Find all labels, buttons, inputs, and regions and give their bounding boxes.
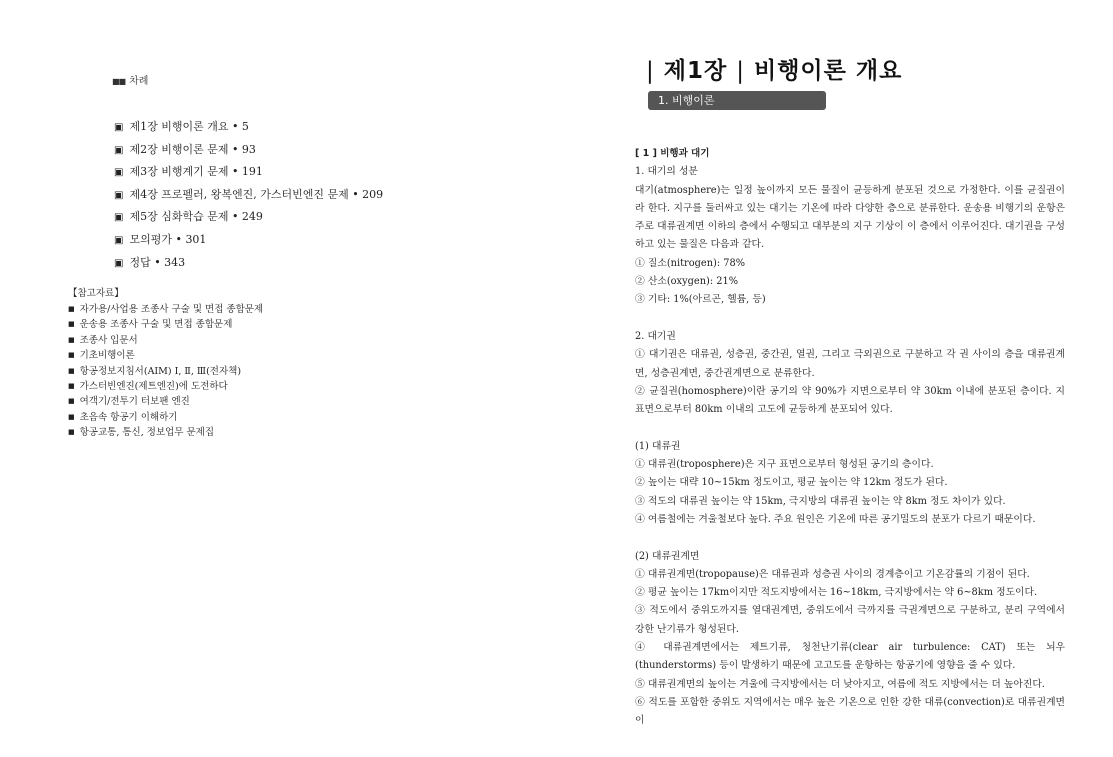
body-paragraph: ② 평균 높이는 17km이지만 적도지방에서는 16~18km, 극지방에서는 약 6~8km 정도이다.	[635, 587, 1038, 599]
checkbox-square-icon: ▣	[114, 257, 124, 269]
body-paragraph: (2) 대류권계면	[635, 550, 700, 562]
bullet-square-icon: ■	[68, 351, 75, 360]
body-paragraph: ① 대류권(troposphere)은 지구 표면으로부터 형성된 공기의 층이다.	[635, 459, 934, 471]
toc-item	[114, 252, 383, 275]
reference-item	[68, 317, 263, 332]
toc-item-label: 제1장 비행이론 개요 • 5	[129, 120, 249, 133]
chapter-bar-right: |	[736, 58, 745, 84]
toc-item-label: 제4장 프로펠러, 왕복엔진, 가스터빈엔진 문제 • 209	[129, 187, 384, 201]
bullet-square-icon: ■	[68, 320, 75, 329]
body-content	[635, 145, 1065, 731]
toc-item	[114, 206, 383, 229]
reference-item	[68, 410, 263, 425]
toc-item-label: 제3장 비행계기 문제 • 191	[129, 165, 263, 179]
section-heading: [ 1 ] 비행과 대기	[635, 148, 710, 159]
toc-header-icon: ■■	[112, 77, 126, 86]
body-paragraph: ⑤ 대류권계면의 높이는 겨울에 극지방에서는 더 낮아지고, 여름에 적도 지방에서는 더 높아진다.	[635, 678, 1045, 690]
reference-item-label: 초음속 항공기 이해하기	[79, 411, 178, 423]
reference-item	[68, 425, 263, 440]
reference-item-label: 가스터빈엔진(제트엔진)에 도전하다	[79, 381, 228, 393]
bullet-square-icon: ■	[68, 305, 75, 313]
body-paragraph: ① 대기권은 대류권, 성층권, 중간권, 열권, 그리고 극외권으로 구분하고 각 권 사이의 층을 대류권계면, 성층권계면, 중간권계면으로 분류한다.	[635, 349, 1065, 379]
paragraph-gap	[635, 419, 1065, 437]
body-paragraph: 1. 대기의 성분	[635, 166, 698, 178]
body-paragraph: ③ 기타: 1%(아르곤, 헬륨, 등)	[635, 294, 766, 306]
toc-item-label: 정답 • 343	[129, 255, 186, 269]
body-paragraph: ① 질소(nitrogen): 78%	[635, 257, 746, 269]
reference-item-label: 운송용 조종사 구술 및 면접 종합문제	[79, 319, 233, 331]
reference-item-label: 항공정보지침서(AIM) Ⅰ, Ⅱ, Ⅲ(전자책)	[79, 365, 242, 377]
body-paragraph: ④ 여름철에는 겨울철보다 높다. 주요 원인은 기온에 따른 공기밀도의 분포가 다르기 때문이다.	[635, 513, 1036, 525]
bullet-square-icon: ■	[68, 335, 75, 344]
toc-item-label: 모의평가 • 301	[129, 232, 207, 246]
body-paragraph: ③ 적도의 대류권 높이는 약 15km, 극지방의 대류권 높이는 약 8km 정도 차이가 있다.	[635, 495, 1006, 507]
paragraph-gap	[635, 310, 1065, 328]
toc-item	[114, 116, 383, 139]
toc-item	[114, 184, 383, 207]
checkbox-square-icon: ▣	[114, 189, 124, 201]
body-paragraph: 2. 대기권	[635, 330, 676, 342]
paragraph-gap	[635, 529, 1065, 547]
toc-item	[114, 229, 383, 252]
toc-item-label: 제5장 심화학습 문제 • 249	[129, 210, 263, 224]
toc-header-label: 차례	[129, 76, 149, 87]
bullet-square-icon: ■	[68, 382, 75, 391]
bullet-square-icon: ■	[68, 366, 75, 375]
reference-item-label: 자가용/사업용 조종사 구술 및 면접 종합문제	[79, 304, 264, 315]
body-paragraph: ⑥ 적도를 포함한 중위도 지역에서는 매우 높은 기온으로 인한 강한 대류(convection)로 대류권계면이	[635, 696, 1065, 727]
reference-list	[68, 302, 263, 441]
reference-item-label: 조종사 입문서	[79, 334, 138, 346]
checkbox-square-icon: ▣	[114, 234, 124, 246]
bullet-square-icon: ■	[68, 412, 75, 421]
body-paragraph: 대기(atmosphere)는 일정 높이까지 모든 물질이 균등하게 분포된 것으로 가정한다. 이를 균질권이라 한다. 지구를 둘러싸고 있는 대기는 기온에 따라 다양한 층으로 분류한다. 운송용 비행기의 운항은 주로 대류권계면 이하의 층에서 수행되고 대부분의 지구 기상이 이 층에서 이루어진다. 대기권을 구성하고 있는 물질은 다음과 같다.	[635, 184, 1065, 251]
right-page	[556, 0, 1113, 757]
reference-item	[68, 394, 263, 409]
checkbox-square-icon: ▣	[114, 167, 124, 179]
body-paragraph: ② 균질권(homosphere)이란 공기의 약 90%가 지면으로부터 약 30km 이내에 분포된 층이다. 지표면으로부터 80km 이내의 고도에 균등하게 분포되어 있다.	[635, 385, 1065, 416]
reference-title: 【참고자료】	[68, 288, 124, 299]
body-paragraph: (1) 대류권	[635, 440, 681, 452]
reference-item	[68, 333, 263, 348]
bullet-square-icon: ■	[68, 397, 75, 406]
toc-item	[114, 161, 383, 184]
body-paragraph: ④ 대류권계면에서는 제트기류, 청천난기류(clear air turbulence: CAT) 또는 뇌우(thunderstorms) 등이 발생하기 때문에 고고도를 운항하는 항공기에 영향을 줄 수 있다.	[635, 642, 1065, 672]
reference-item-label: 항공교통, 통신, 정보업무 문제집	[79, 427, 215, 439]
reference-item-label: 여객기/전투기 터보팬 엔진	[79, 396, 190, 408]
reference-item	[68, 379, 263, 394]
checkbox-square-icon: ▣	[114, 212, 124, 224]
reference-section	[68, 286, 263, 441]
chapter-bar-left: |	[646, 58, 655, 84]
reference-item	[68, 302, 263, 317]
body-paragraph: ① 대류권계면(tropopause)은 대류권과 성층권 사이의 경계층이고 기온감률의 기점이 된다.	[635, 568, 1030, 580]
left-page	[0, 0, 556, 757]
checkbox-square-icon: ▣	[114, 144, 124, 156]
section-label: 1. 비행이론	[648, 91, 826, 110]
body-paragraph: ③ 적도에서 중위도까지를 열대권계면, 중위도에서 극까지를 극권계면으로 구분하고, 분리 구역에서 강한 난기류가 형성된다.	[635, 605, 1065, 635]
checkbox-square-icon: ▣	[114, 122, 124, 133]
reference-item	[68, 364, 263, 379]
chapter-title	[646, 52, 902, 85]
body-paragraph: ② 높이는 대략 10~15km 정도이고, 평균 높이는 약 12km 정도가 된다.	[635, 477, 948, 489]
chapter-number: 제1장	[663, 58, 728, 84]
toc-list	[114, 116, 383, 274]
body-paragraph: ② 산소(oxygen): 21%	[635, 276, 739, 288]
chapter-name: 비행이론 개요	[754, 58, 903, 84]
toc-header	[112, 72, 148, 87]
toc-item-label: 제2장 비행이론 문제 • 93	[129, 142, 256, 156]
toc-item	[114, 139, 383, 162]
reference-item-label: 기초비행이론	[79, 350, 135, 362]
reference-item	[68, 348, 263, 363]
bullet-square-icon: ■	[68, 428, 75, 437]
